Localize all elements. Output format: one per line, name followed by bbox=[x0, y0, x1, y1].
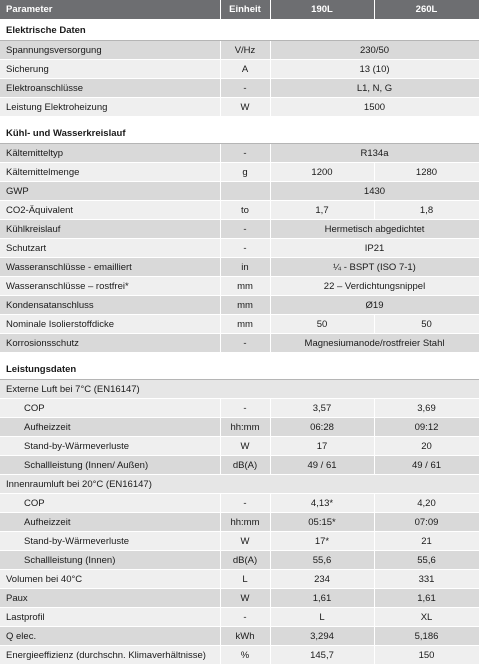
row-unit: - bbox=[220, 144, 270, 163]
subsection-title: Externe Luft bei 7°C (EN16147) bbox=[0, 380, 479, 399]
row-value-260l: 07:09 bbox=[374, 513, 479, 532]
table-row bbox=[0, 258, 479, 277]
row-value-260l: 4,20 bbox=[374, 494, 479, 513]
row-value-260l: 5,186 bbox=[374, 627, 479, 646]
section-header bbox=[0, 123, 479, 144]
table-row bbox=[0, 60, 479, 79]
row-value-190l: 4,13* bbox=[270, 494, 374, 513]
row-value-190l: 145,7 bbox=[270, 646, 374, 665]
table-row bbox=[0, 627, 479, 646]
row-value-260l: 150 bbox=[374, 646, 479, 665]
row-label: Schallleistung (Innen) bbox=[0, 551, 220, 570]
table-row bbox=[0, 98, 479, 117]
row-unit: mm bbox=[220, 277, 270, 296]
row-unit: - bbox=[220, 608, 270, 627]
row-value-190l: 1,61 bbox=[270, 589, 374, 608]
row-value-190l: 234 bbox=[270, 570, 374, 589]
row-unit: L bbox=[220, 570, 270, 589]
section-header bbox=[0, 359, 479, 380]
row-label: Kondensatanschluss bbox=[0, 296, 220, 315]
section-title: Elektrische Daten bbox=[0, 20, 479, 41]
row-label: GWP bbox=[0, 182, 220, 201]
table-row bbox=[0, 163, 479, 182]
row-value-260l: 20 bbox=[374, 437, 479, 456]
row-unit: W bbox=[220, 532, 270, 551]
row-label: CO2-Äquivalent bbox=[0, 201, 220, 220]
row-unit: g bbox=[220, 163, 270, 182]
row-value-190l: 17 bbox=[270, 437, 374, 456]
row-value-190l: L bbox=[270, 608, 374, 627]
row-label: Sicherung bbox=[0, 60, 220, 79]
row-unit: V/Hz bbox=[220, 41, 270, 60]
row-label: Schallleistung (Innen/ Außen) bbox=[0, 456, 220, 475]
row-unit: W bbox=[220, 589, 270, 608]
row-unit: W bbox=[220, 437, 270, 456]
row-label: Lastprofil bbox=[0, 608, 220, 627]
table-row bbox=[0, 315, 479, 334]
row-value-260l: 50 bbox=[374, 315, 479, 334]
row-label: Volumen bei 40°C bbox=[0, 570, 220, 589]
row-unit: - bbox=[220, 334, 270, 353]
row-unit: W bbox=[220, 98, 270, 117]
row-unit: hh:mm bbox=[220, 418, 270, 437]
row-value-both: 230/50 bbox=[270, 41, 479, 60]
row-value-190l: 49 / 61 bbox=[270, 456, 374, 475]
row-unit: - bbox=[220, 79, 270, 98]
table-row bbox=[0, 437, 479, 456]
row-unit: - bbox=[220, 239, 270, 258]
table-row bbox=[0, 418, 479, 437]
row-unit: A bbox=[220, 60, 270, 79]
row-unit bbox=[220, 182, 270, 201]
row-value-260l: XL bbox=[374, 608, 479, 627]
subsection-header bbox=[0, 475, 479, 494]
row-value-190l: 50 bbox=[270, 315, 374, 334]
row-label: Wasseranschlüsse - emailliert bbox=[0, 258, 220, 277]
table-row bbox=[0, 296, 479, 315]
row-unit: dB(A) bbox=[220, 551, 270, 570]
row-unit: - bbox=[220, 494, 270, 513]
row-unit: to bbox=[220, 201, 270, 220]
row-unit: mm bbox=[220, 296, 270, 315]
section-header bbox=[0, 20, 479, 41]
table-row bbox=[0, 399, 479, 418]
table-row bbox=[0, 220, 479, 239]
table-row bbox=[0, 182, 479, 201]
row-value-both: 13 (10) bbox=[270, 60, 479, 79]
row-unit: in bbox=[220, 258, 270, 277]
table-row bbox=[0, 532, 479, 551]
row-value-both: Ø19 bbox=[270, 296, 479, 315]
row-label: Paux bbox=[0, 589, 220, 608]
row-value-260l: 49 / 61 bbox=[374, 456, 479, 475]
section-title: Kühl- und Wasserkreislauf bbox=[0, 123, 479, 144]
table-row bbox=[0, 201, 479, 220]
table-row bbox=[0, 277, 479, 296]
row-label: Energieeffizienz (durchschn. Klimaverhältnisse) bbox=[0, 646, 220, 665]
row-value-260l: 1280 bbox=[374, 163, 479, 182]
table-header bbox=[0, 0, 479, 20]
row-value-both: IP21 bbox=[270, 239, 479, 258]
row-unit: - bbox=[220, 220, 270, 239]
row-label: Leistung Elektroheizung bbox=[0, 98, 220, 117]
table-row bbox=[0, 456, 479, 475]
row-value-both: R134a bbox=[270, 144, 479, 163]
row-value-both: ¼ - BSPT (ISO 7-1) bbox=[270, 258, 479, 277]
row-label: Kältemitteltyp bbox=[0, 144, 220, 163]
section-title: Leistungsdaten bbox=[0, 359, 479, 380]
table-body bbox=[0, 20, 479, 665]
table-row bbox=[0, 646, 479, 665]
table-row bbox=[0, 513, 479, 532]
table-row bbox=[0, 608, 479, 627]
row-value-190l: 1200 bbox=[270, 163, 374, 182]
row-label: Spannungsversorgung bbox=[0, 41, 220, 60]
row-label: Kältemittelmenge bbox=[0, 163, 220, 182]
table-row bbox=[0, 551, 479, 570]
row-value-260l: 1,61 bbox=[374, 589, 479, 608]
table-row bbox=[0, 589, 479, 608]
table-row bbox=[0, 79, 479, 98]
row-label: Kühlkreislauf bbox=[0, 220, 220, 239]
row-label: Aufheizzeit bbox=[0, 418, 220, 437]
row-label: Stand-by-Wärmeverluste bbox=[0, 532, 220, 551]
row-value-190l: 3,57 bbox=[270, 399, 374, 418]
row-value-190l: 55,6 bbox=[270, 551, 374, 570]
row-value-190l: 05:15* bbox=[270, 513, 374, 532]
row-unit: - bbox=[220, 399, 270, 418]
row-unit: dB(A) bbox=[220, 456, 270, 475]
row-label: Wasseranschlüsse – rostfrei* bbox=[0, 277, 220, 296]
subsection-title: Innenraumluft bei 20°C (EN16147) bbox=[0, 475, 479, 494]
row-value-260l: 331 bbox=[374, 570, 479, 589]
row-value-both: 1500 bbox=[270, 98, 479, 117]
row-label: Aufheizzeit bbox=[0, 513, 220, 532]
row-label: Nominale Isolierstoffdicke bbox=[0, 315, 220, 334]
table-row bbox=[0, 144, 479, 163]
table-row bbox=[0, 239, 479, 258]
table-row bbox=[0, 41, 479, 60]
header-190l: 190L bbox=[270, 0, 374, 20]
row-label: Korrosionsschutz bbox=[0, 334, 220, 353]
row-label: Stand-by-Wärmeverluste bbox=[0, 437, 220, 456]
row-label: Schutzart bbox=[0, 239, 220, 258]
row-value-both: Hermetisch abgedichtet bbox=[270, 220, 479, 239]
row-value-260l: 55,6 bbox=[374, 551, 479, 570]
row-value-190l: 06:28 bbox=[270, 418, 374, 437]
row-value-260l: 1,8 bbox=[374, 201, 479, 220]
row-value-both: 22 – Verdichtungsnippel bbox=[270, 277, 479, 296]
row-value-190l: 1,7 bbox=[270, 201, 374, 220]
header-260l: 260L bbox=[374, 0, 479, 20]
row-label: COP bbox=[0, 494, 220, 513]
table-row bbox=[0, 494, 479, 513]
row-label: COP bbox=[0, 399, 220, 418]
row-label: Q elec. bbox=[0, 627, 220, 646]
subsection-header bbox=[0, 380, 479, 399]
row-value-both: 1430 bbox=[270, 182, 479, 201]
row-unit: mm bbox=[220, 315, 270, 334]
row-unit: % bbox=[220, 646, 270, 665]
row-value-190l: 3,294 bbox=[270, 627, 374, 646]
row-value-260l: 09:12 bbox=[374, 418, 479, 437]
row-value-190l: 17* bbox=[270, 532, 374, 551]
row-value-260l: 21 bbox=[374, 532, 479, 551]
header-parameter: Parameter bbox=[0, 0, 220, 20]
table-row bbox=[0, 570, 479, 589]
row-unit: kWh bbox=[220, 627, 270, 646]
row-value-both: L1, N, G bbox=[270, 79, 479, 98]
table-row bbox=[0, 334, 479, 353]
row-value-both: Magnesiumanode/rostfreier Stahl bbox=[270, 334, 479, 353]
header-einheit: Einheit bbox=[220, 0, 270, 20]
row-value-260l: 3,69 bbox=[374, 399, 479, 418]
row-unit: hh:mm bbox=[220, 513, 270, 532]
row-label: Elektroanschlüsse bbox=[0, 79, 220, 98]
